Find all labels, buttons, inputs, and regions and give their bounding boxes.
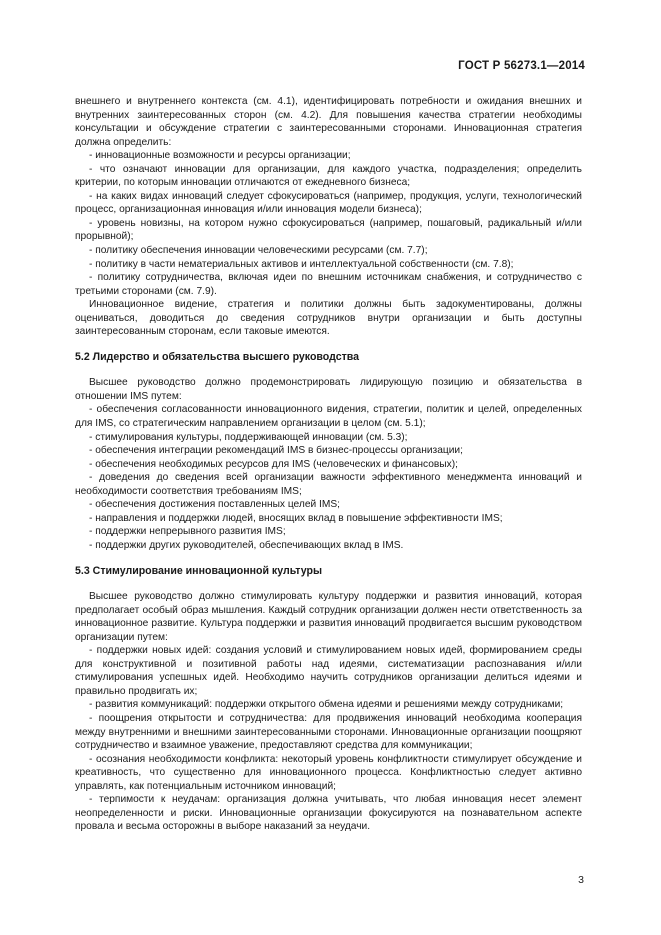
list-item: - поощрения открытости и сотрудничества: для продвижения инноваций необходима кооперация между внутренними и внешними заинтересованными сторонами. Инновационные организации поощряют сотрудничество и взаимное уважение, предоставляют средства для коммуникации; [75, 712, 582, 752]
document-body [75, 95, 582, 834]
standard-header: ГОСТ Р 56273.1—2014 [458, 60, 585, 72]
section-5-2-heading: 5.2 Лидерство и обязательства высшего руководства [75, 350, 360, 363]
list-item: - развития коммуникаций: поддержки открытого обмена идеями и решениями между сотрудниками; [89, 699, 564, 711]
intro-paragraph: внешнего и внутреннего контекста (см. 4.1), идентифицировать потребности и ожидания внешних и внутренних заинтересованных сторон (см. 4.2). Для повышения качества стратегии необходимы консультации и обсуждение стратегии с заинтересованными сторонами. Инновационная стратегия должна определить: [75, 96, 582, 148]
list-item: - доведения до сведения всей организации важности эффективного менеджмента инноваций и необходимости соответствия требованиям IMS; [75, 472, 582, 497]
list-item: - терпимости к неудачам: организация должна учитывать, что любая инновация несет элемент неопределенности и риски. Инновационные организации фокусируются на познавательном аспекте провала и весьма осторожны в выборе наказаний за неудачи. [75, 794, 582, 833]
list-item: - поддержки новых идей: создания условий и стимулированием новых идей, формированием среды для конструктивной и позитивной работы над идеями, систематизации распознавания и/или стимулирования успешных идей. Необходимо научить сотрудников организации делиться идеями и правильно продвигать их; [75, 645, 582, 697]
list-item: - стимулирования культуры, поддерживающей инновации (см. 5.3); [89, 431, 408, 443]
list-item: - политику в части нематериальных активов и интеллектуальной собственности (см. 7.8); [89, 258, 514, 270]
section-5-3-lead: Высшее руководство должно стимулировать культуру поддержки и развития инноваций, которая предполагает особый образ мышления. Каждый сотрудник организации должен нести ответственность за инновационное развитие. Культура поддержки и развития инноваций продвигается высшим руководством организации путем: [75, 591, 582, 643]
list-item: - политику обеспечения инновации человеческими ресурсами (см. 7.7); [89, 245, 428, 257]
list-item: - обеспечения интеграции рекомендаций IMS в бизнес-процессы организации; [89, 445, 463, 457]
list-item: - осознания необходимости конфликта: некоторый уровень конфликтности стимулирует обсуждение и креативность, что существенно для инновационного процесса. Конфликтностью следует активно управлять, как потенциальным источником инноваций; [75, 753, 582, 792]
list-item: - что означают инновации для организации, для каждого участка, подразделения; определить критерии, по которым инновации отличаются от ежедневного бизнеса; [75, 163, 582, 189]
list-item: - политику сотрудничества, включая идеи по внешним источникам снабжения, и сотрудничество с третьими сторонами (см. 7.9). [75, 272, 582, 297]
list-item: - уровень новизны, на котором нужно сфокусироваться (например, пошаговый, радикальный и/или прорывной); [75, 217, 582, 243]
list-item: - обеспечения необходимых ресурсов для IMS (человеческих и финансовых); [89, 458, 458, 470]
list-item: - обеспечения согласованности инновационного видения, стратегии, политик и целей, определенных для IMS, со стратегическим направлением организации в целом (см. 5.1); [75, 404, 582, 430]
list-item: - на каких видах инноваций следует сфокусироваться (например, продукция, услуги, технологический процесс, организационная инновация и/или инновация модели бизнеса); [75, 190, 582, 216]
page-number: 3 [578, 874, 584, 886]
intro-closing-paragraph: Инновационное видение, стратегия и политики должны быть задокументированы, должны оцениваться, доводиться до сведения сотрудников внутри организации и быть доступны заинтересованным сторонам, если таковые имеются. [75, 299, 582, 338]
list-item: - поддержки непрерывного развития IMS; [89, 526, 286, 538]
list-item: - инновационные возможности и ресурсы организации; [89, 150, 351, 162]
section-5-3-heading: 5.3 Стимулирование инновационной культуры [75, 564, 323, 577]
list-item: - направления и поддержки людей, вносящих вклад в повышение эффективности IMS; [89, 512, 503, 524]
section-5-2-lead: Высшее руководство должно продемонстрировать лидирующую позицию и обязательства в отношении IMS путем: [75, 377, 582, 402]
list-item: - поддержки других руководителей, обеспечивающих вклад в IMS. [89, 539, 404, 551]
list-item: - обеспечения достижения поставленных целей IMS; [89, 499, 340, 511]
